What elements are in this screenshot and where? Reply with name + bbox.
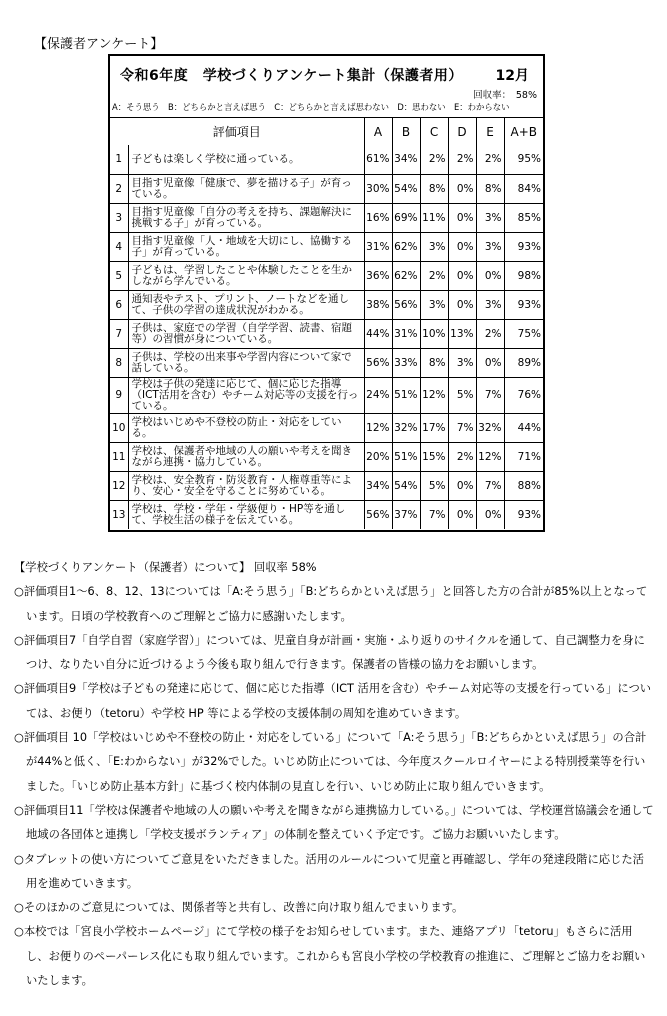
header-item: 評価項目: [110, 118, 364, 145]
row-item: 学校は、保護者や地域の人の願いや考えを聞きながら連携・協力している。: [128, 442, 364, 471]
row-value-d: 0%: [448, 261, 476, 290]
note-paragraph: ○そのほかのご意見については、関係者等と共有し、改善に向け取り組んでまいります。: [14, 901, 464, 915]
row-value-c: 3%: [420, 232, 448, 261]
note-paragraph: ○タブレットの使い方についてご意見をいただきました。活用のルールについて児童と再確認し、学年の発達段階に応じた活用を進めていきます。: [14, 852, 644, 890]
row-value-c: 2%: [420, 261, 448, 290]
table-row: [110, 413, 543, 442]
row-value-e: 3%: [476, 290, 504, 319]
row-value-a: 38%: [364, 290, 392, 319]
row-value-a: 61%: [364, 145, 392, 174]
row-value-a: 44%: [364, 319, 392, 348]
row-value-c: 2%: [420, 145, 448, 174]
note-paragraph: ○評価項目7「自学自習（家庭学習）」については、児童自身が計画・実施・ふり返りのサイクルを通して、自己調整力を身につけ、なりたい自分に近づけるよう今後も取り組んで行きます。保護者の皆様の協力をお願いします。: [14, 633, 645, 672]
row-number: 5: [110, 261, 128, 290]
row-value-b: 34%: [392, 145, 420, 174]
header-a: A: [364, 118, 392, 145]
row-item: 学校は、学校・学年・学級便り・HP等を通して、学校生活の様子を伝えている。: [128, 500, 364, 529]
row-value-d: 3%: [448, 348, 476, 377]
row-number: 3: [110, 203, 128, 232]
row-value-b: 51%: [392, 442, 420, 471]
row-value-d: 13%: [448, 319, 476, 348]
table-row: [110, 232, 543, 261]
row-value-ab: 93%: [504, 290, 543, 319]
row-number: 11: [110, 442, 128, 471]
row-number: 7: [110, 319, 128, 348]
table-row: [110, 203, 543, 232]
row-item: 子どもは楽しく学校に通っている。: [128, 145, 364, 174]
header-b: B: [392, 118, 420, 145]
note-paragraph: ○評価項目1～6、8、12、13については「A:そう思う」「B:どちらかといえば思う」と回答した方の合計が85%以上となっています。日頃の学校教育へのご理解とご協力に感謝いたします。: [14, 585, 648, 623]
row-value-c: 5%: [420, 471, 448, 500]
note-paragraph: ○本校では「宮良小学校ホームページ」にて学校の様子をお知らせしています。また、連絡アプリ「tetoru」もさらに活用し、お便りのペーパーレス化にも取り組んでいます。これからも宮良小学校の学校教育の推進に、ご理解とご協力をお願いいたします。: [14, 925, 646, 988]
row-value-ab: 93%: [504, 232, 543, 261]
row-value-d: 0%: [448, 203, 476, 232]
row-value-a: 24%: [364, 377, 392, 413]
survey-month: 12月: [495, 68, 529, 84]
row-item: 学校は、安全教育・防災教育・人権尊重等により、安心・安全を守ることに努めている。: [128, 471, 364, 500]
row-item: 目指す児童像「健康で、夢を描ける子」が育っている。: [128, 174, 364, 203]
row-item: 通知表やテスト、プリント、ノートなどを通して、子供の学習の達成状況がわかる。: [128, 290, 364, 319]
row-value-c: 7%: [420, 500, 448, 529]
row-value-b: 31%: [392, 319, 420, 348]
row-value-e: 2%: [476, 319, 504, 348]
row-value-e: 7%: [476, 377, 504, 413]
note-paragraph: ○評価項目 10「学校はいじめや不登校の防止・対応をしている」について「A:そう思う」「B:どちらかといえば思う」の合計が44%と低く、「E:わからない」が32%でした。いじめ防止については、今年度スクールロイヤーによる特別授業等を行いました。「いじめ防止基本方針」に基づく校内体制の見直しを行い、いじめ防止に取り組んでいきます。: [14, 731, 647, 793]
row-number: 1: [110, 145, 128, 174]
row-value-d: 5%: [448, 377, 476, 413]
row-value-e: 32%: [476, 413, 504, 442]
row-value-a: 30%: [364, 174, 392, 203]
row-value-c: 11%: [420, 203, 448, 232]
row-value-c: 10%: [420, 319, 448, 348]
header-ab: A+B: [504, 118, 543, 145]
row-value-e: 0%: [476, 348, 504, 377]
row-value-a: 20%: [364, 442, 392, 471]
notes-section: [14, 556, 654, 993]
row-value-a: 34%: [364, 471, 392, 500]
row-number: 6: [110, 290, 128, 319]
row-item: 子供は、家庭での学習（自学学習、読書、宿題等）の習慣が身についている。: [128, 319, 364, 348]
row-value-a: 36%: [364, 261, 392, 290]
header-d: D: [448, 118, 476, 145]
table-header-row: [110, 118, 543, 145]
row-value-b: 37%: [392, 500, 420, 529]
header-e: E: [476, 118, 504, 145]
row-item: 子どもは、学習したことや体験したことを生かしながら学んでいる。: [128, 261, 364, 290]
note-paragraph: ○評価項目9「学校は子どもの発達に応じて、個に応じた指導（ICT 活用を含む）やチーム対応等の支援を行っている」については、お便り（tetoru）や学校 HP 等による学校の支援体制の周知を進めていきます。: [14, 682, 652, 720]
row-value-ab: 95%: [504, 145, 543, 174]
row-number: 4: [110, 232, 128, 261]
row-value-d: 0%: [448, 232, 476, 261]
row-value-c: 17%: [420, 413, 448, 442]
row-item: 学校は子供の発達に応じて、個に応じた指導（ICT活用を含む）やチーム対応等の支援を行っている。: [128, 377, 364, 413]
table-row: [110, 348, 543, 377]
row-value-b: 62%: [392, 261, 420, 290]
header-c: C: [420, 118, 448, 145]
row-value-e: 12%: [476, 442, 504, 471]
row-value-b: 51%: [392, 377, 420, 413]
row-value-e: 3%: [476, 203, 504, 232]
row-value-b: 56%: [392, 290, 420, 319]
row-value-b: 33%: [392, 348, 420, 377]
table-row: [110, 174, 543, 203]
row-value-c: 3%: [420, 290, 448, 319]
row-value-b: 54%: [392, 471, 420, 500]
row-value-ab: 88%: [504, 471, 543, 500]
table-row: [110, 442, 543, 471]
section-label: 【保護者アンケート】: [34, 37, 164, 52]
row-number: 9: [110, 377, 128, 413]
row-value-b: 32%: [392, 413, 420, 442]
row-value-e: 2%: [476, 145, 504, 174]
row-value-c: 12%: [420, 377, 448, 413]
row-value-e: 8%: [476, 174, 504, 203]
row-value-b: 54%: [392, 174, 420, 203]
row-number: 2: [110, 174, 128, 203]
notes-heading: 【学校づくりアンケート（保護者）について】 回収率 58%: [14, 561, 317, 574]
row-value-ab: 93%: [504, 500, 543, 529]
table-row: [110, 377, 543, 413]
row-number: 8: [110, 348, 128, 377]
row-value-e: 0%: [476, 261, 504, 290]
row-item: 目指す児童像「人・地域を大切にし、協働する子」が育っている。: [128, 232, 364, 261]
row-value-ab: 89%: [504, 348, 543, 377]
row-value-e: 3%: [476, 232, 504, 261]
response-rate: 回収率： 58%: [473, 90, 537, 101]
table-row: [110, 500, 543, 529]
row-value-ab: 75%: [504, 319, 543, 348]
row-value-d: 0%: [448, 471, 476, 500]
row-value-a: 31%: [364, 232, 392, 261]
row-value-d: 7%: [448, 413, 476, 442]
row-number: 13: [110, 500, 128, 529]
row-number: 12: [110, 471, 128, 500]
row-value-c: 8%: [420, 348, 448, 377]
row-value-b: 62%: [392, 232, 420, 261]
survey-header: [110, 56, 543, 118]
row-value-ab: 85%: [504, 203, 543, 232]
row-value-c: 8%: [420, 174, 448, 203]
table-row: [110, 290, 543, 319]
row-value-e: 7%: [476, 471, 504, 500]
row-value-a: 16%: [364, 203, 392, 232]
row-value-d: 0%: [448, 500, 476, 529]
results-table: [110, 118, 543, 529]
survey-table-box: [108, 54, 545, 532]
answer-legend: A：そう思う B：どちらかと言えば思う C：どちらかと言えば思わない D：思わない E：わからない: [112, 102, 510, 112]
table-row: [110, 319, 543, 348]
row-value-ab: 44%: [504, 413, 543, 442]
row-value-d: 2%: [448, 145, 476, 174]
row-item: 学校はいじめや不登校の防止・対応をしている。: [128, 413, 364, 442]
note-paragraph: ○評価項目11「学校は保護者や地域の人の願いや考えを聞きながら連携協力している。」については、学校運営協議会を通して地域の各団体と連携し「学校支援ボランティア」の体制を整えていく予定です。ご協力お願いいたします。: [14, 803, 654, 842]
row-value-ab: 98%: [504, 261, 543, 290]
row-value-ab: 76%: [504, 377, 543, 413]
row-number: 10: [110, 413, 128, 442]
row-value-d: 2%: [448, 442, 476, 471]
row-value-ab: 84%: [504, 174, 543, 203]
row-value-d: 0%: [448, 290, 476, 319]
row-item: 目指す児童像「自分の考えを持ち、課題解決に挑戦する子」が育っている。: [128, 203, 364, 232]
table-row: [110, 145, 543, 174]
survey-title: 令和6年度 学校づくりアンケート集計（保護者用）: [120, 68, 463, 84]
row-value-a: 56%: [364, 500, 392, 529]
row-value-ab: 71%: [504, 442, 543, 471]
table-row: [110, 261, 543, 290]
row-value-a: 56%: [364, 348, 392, 377]
row-item: 子供は、学校の出来事や学習内容について家で話している。: [128, 348, 364, 377]
row-value-e: 0%: [476, 500, 504, 529]
table-row: [110, 471, 543, 500]
row-value-b: 69%: [392, 203, 420, 232]
row-value-c: 15%: [420, 442, 448, 471]
row-value-d: 0%: [448, 174, 476, 203]
row-value-a: 12%: [364, 413, 392, 442]
